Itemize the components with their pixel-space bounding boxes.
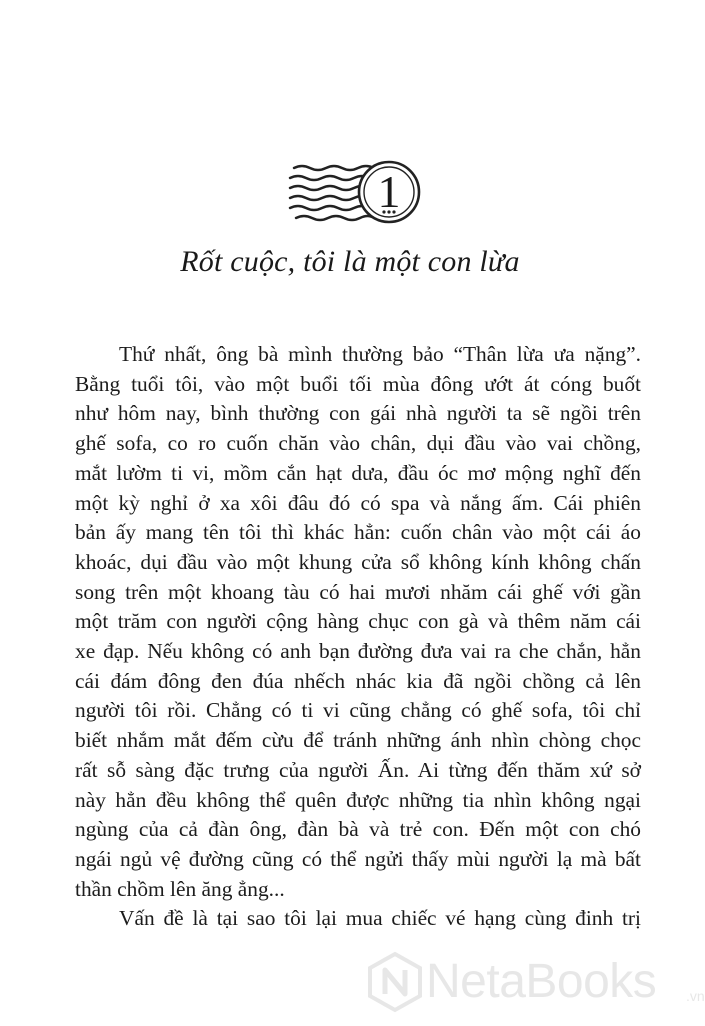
text-line: biết nhắm mắt đếm cừu để tránh những ánh nhìn chòng chọc bbox=[75, 728, 641, 753]
text-line: như hôm nay, bình thường con gái nhà người ta sẽ ngồi trên bbox=[75, 401, 641, 426]
text-line: Vấn đề là tại sao tôi lại mua chiếc vé hạng cùng đinh trị bbox=[119, 906, 641, 931]
text-line: mắt lườm ti vi, mồm cắn hạt dưa, đầu óc mơ mộng nghĩ đến bbox=[75, 460, 641, 485]
text-line: ghế sofa, co ro cuốn chăn vào chân, dụi đầu vào vai chồng, bbox=[75, 431, 641, 456]
text-line: cái đám đông đen đúa nhếch nhác kia đã ngồi chồng cả lên bbox=[75, 668, 641, 693]
text-line: khoác, dụi đầu vào một khung cửa sổ không kính không chấn bbox=[75, 549, 641, 574]
text-line: người tôi rồi. Chẳng có ti vi cũng chẳng có ghế sofa, tôi chỉ bbox=[75, 698, 641, 723]
text-line: song trên một khoang tàu có hai mươi nhăm cái ghế với gần bbox=[75, 579, 641, 604]
watermark-brand: NetaBooks bbox=[426, 955, 657, 1008]
text-line: rất sỗ sàng đặc trưng của người Ấn. Ai từng đến thăm xứ sở bbox=[75, 757, 641, 782]
text-line: ngái ngủ vệ đường cũng có thể ngửi thấy mùi người lạ mà bất bbox=[75, 846, 641, 871]
text-line: xe đạp. Nếu không có anh bạn đường đưa vai ra che chắn, hẳn bbox=[75, 639, 641, 664]
text-line: thần chồm lên ăng ẳng... bbox=[75, 876, 285, 901]
text-line: Thứ nhất, ông bà mình thường bảo “Thân lừa ưa nặng”. bbox=[119, 342, 641, 366]
text-line: một kỳ nghỉ ở xa xôi đâu đó có spa và nắng ấm. Cái phiên bbox=[75, 490, 641, 515]
chapter-number: 1 bbox=[377, 166, 401, 217]
watermark-domain: .vn bbox=[686, 988, 705, 1004]
text-line: bản ấy mang tên tôi thì khác hẳn: cuốn chân vào một cái áo bbox=[75, 520, 641, 545]
text-line: này hẳn đều không thể quên được những tia nhìn không ngại bbox=[75, 787, 641, 812]
chapter-title: Rốt cuộc, tôi là một con lừa bbox=[180, 245, 520, 278]
text-line: một trăm con người cộng hàng chục con gà và thêm năm cái bbox=[75, 609, 641, 634]
chapter-body bbox=[75, 340, 641, 934]
text-line: ngùng của cả đàn ông, đàn bà và trẻ con. Đến một con chó bbox=[75, 817, 641, 842]
netabooks-watermark bbox=[368, 946, 705, 1026]
netabooks-logo-icon bbox=[368, 952, 422, 1012]
text-line: Bằng tuổi tôi, vào một buổi tối mùa đông ướt át cóng buốt bbox=[75, 371, 641, 396]
